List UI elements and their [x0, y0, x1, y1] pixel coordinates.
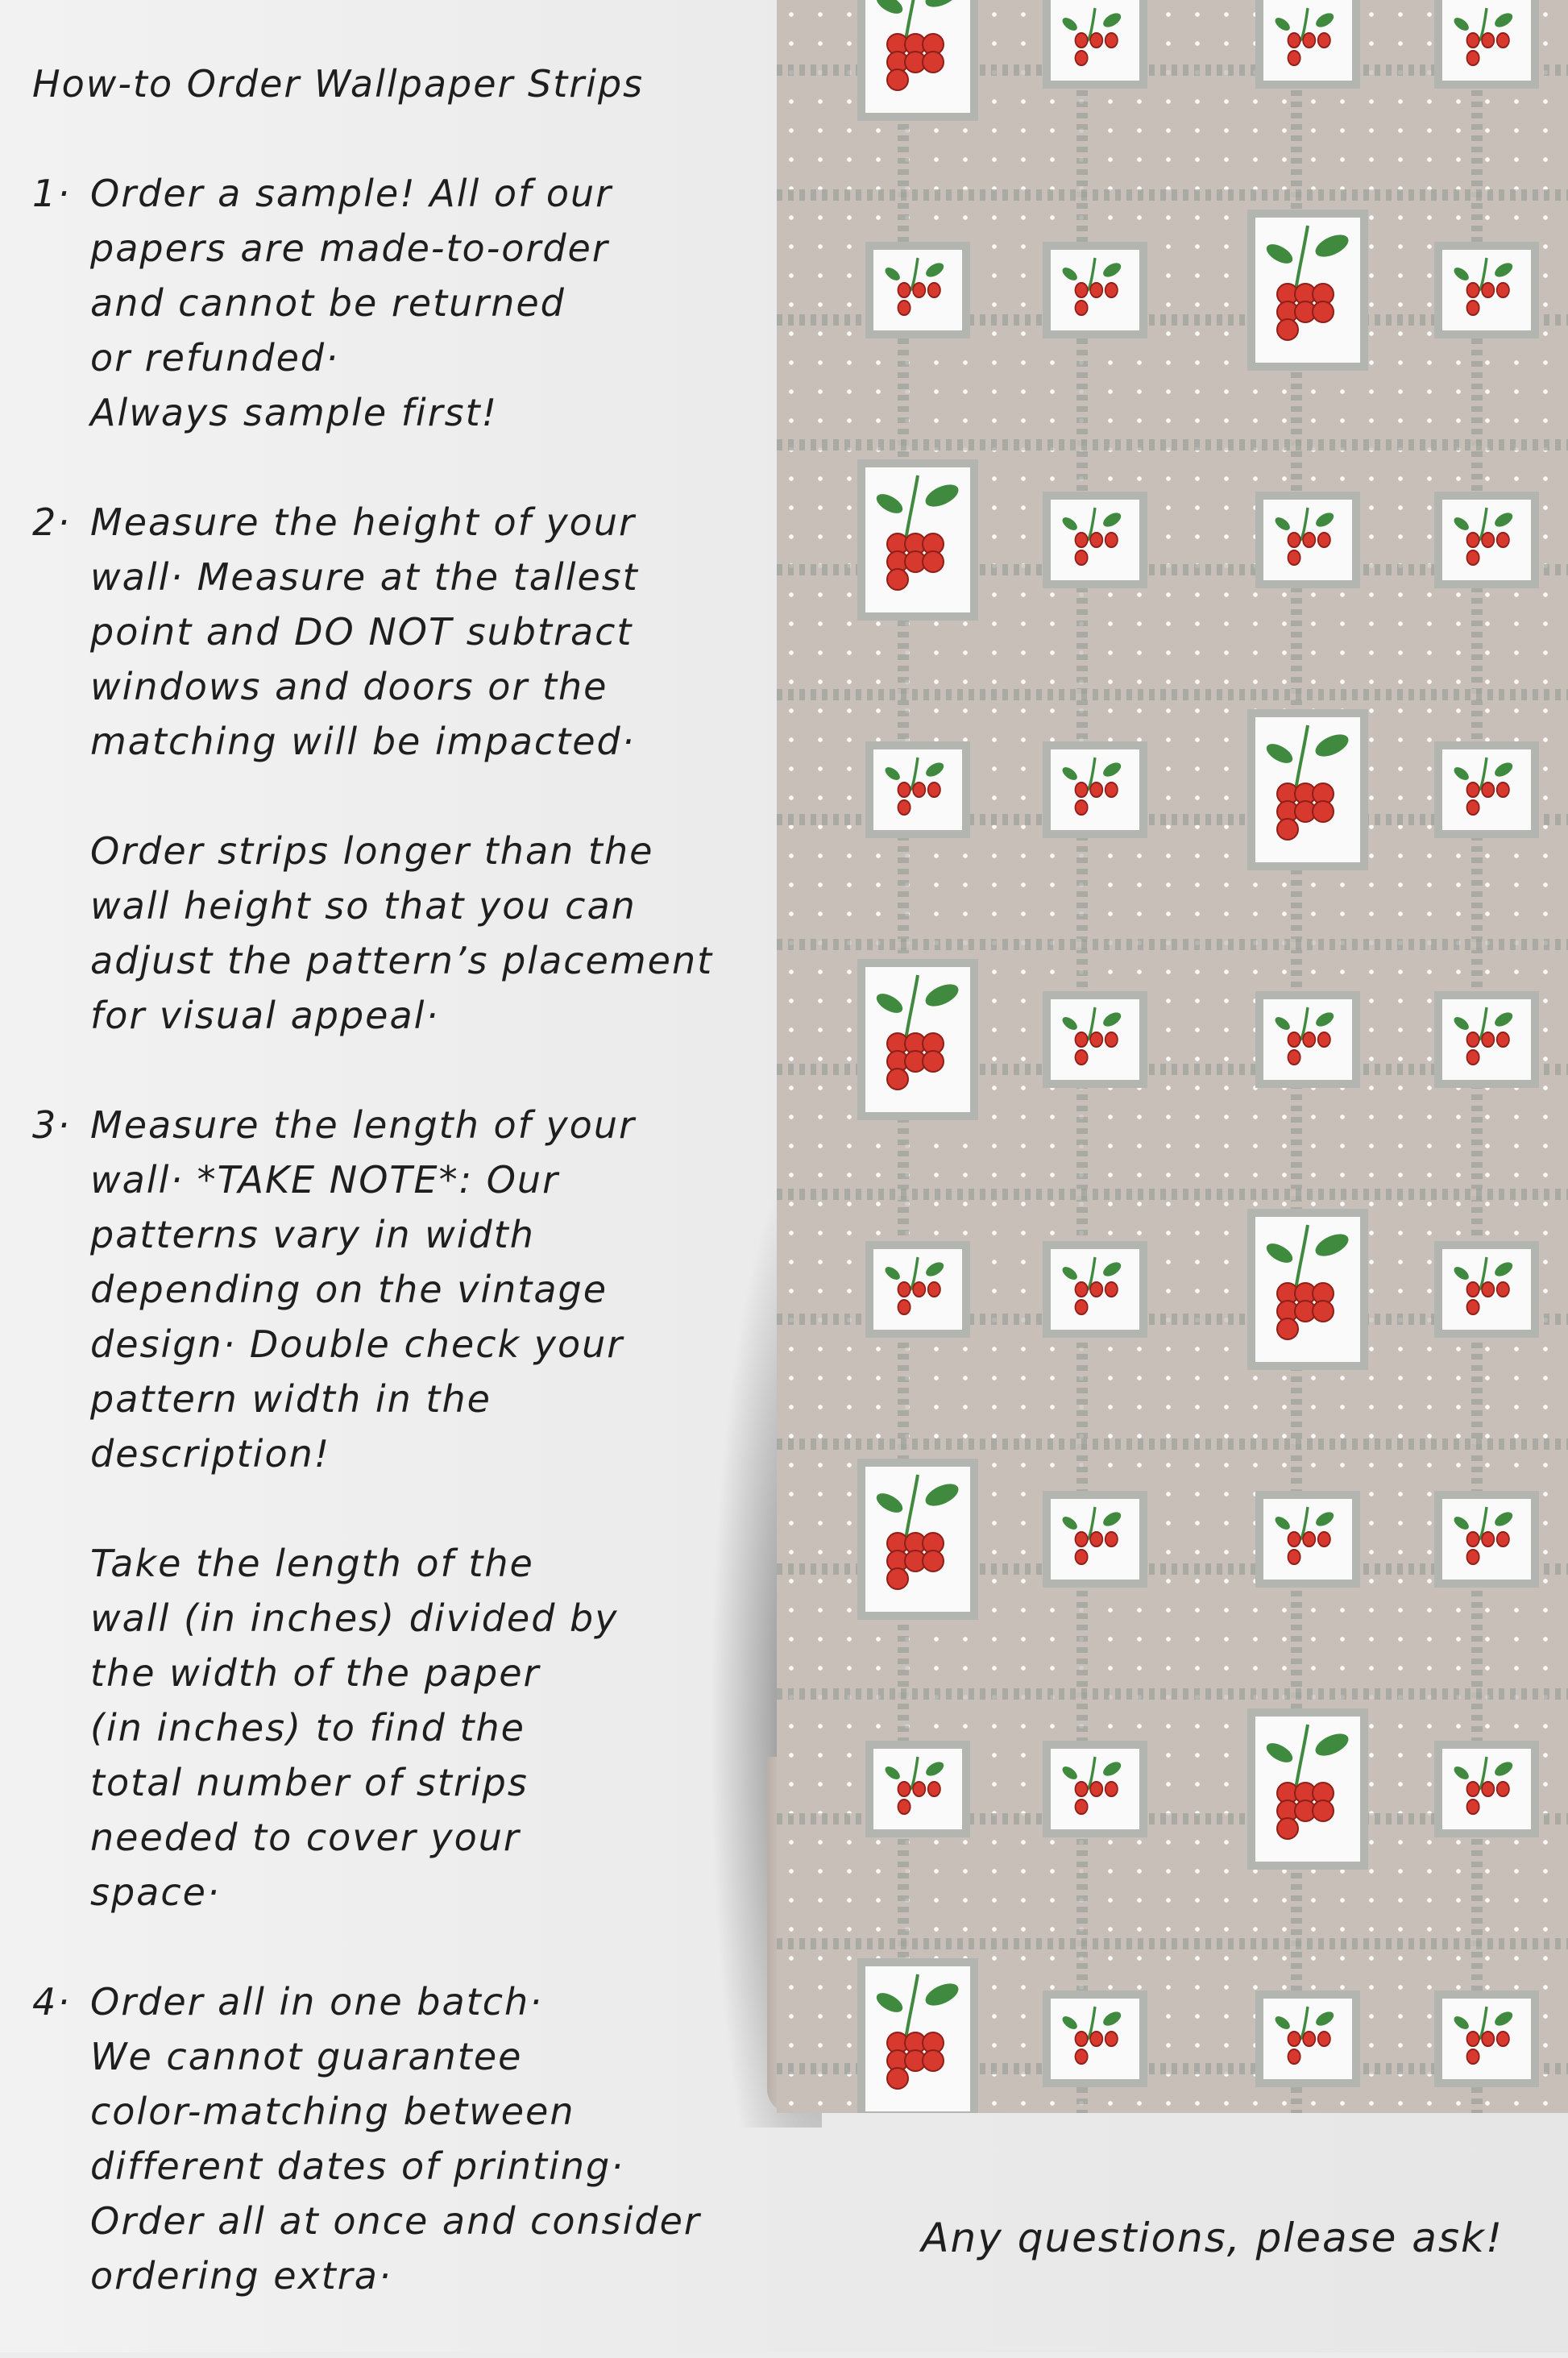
berry-tile: [1263, 500, 1352, 580]
berry-cluster-icon: [1051, 1499, 1139, 1580]
berry-tile: [1255, 717, 1360, 862]
berry-cluster-icon: [1442, 1249, 1531, 1330]
berry-cluster-icon: [1051, 0, 1139, 81]
step-number: 1·: [32, 172, 71, 215]
berry-cluster-icon: [1263, 500, 1352, 580]
berry-cluster-icon: [873, 1749, 962, 1829]
berry-cluster-icon: [1263, 999, 1352, 1080]
berry-cluster-icon: [865, 967, 970, 1112]
berry-cluster-icon: [1051, 250, 1139, 330]
grid-line: [777, 439, 1568, 450]
berry-cluster-icon: [1255, 1217, 1360, 1362]
berry-tile: [1263, 1499, 1352, 1580]
berry-cluster-icon: [865, 1467, 970, 1612]
berry-cluster-icon: [865, 467, 970, 612]
berry-tile: [1051, 749, 1139, 830]
berry-tile: [1442, 999, 1531, 1080]
berry-tile: [873, 250, 962, 330]
berry-cluster-icon: [873, 250, 962, 330]
berry-tile: [1051, 1749, 1139, 1829]
berry-tile: [1263, 0, 1352, 81]
step-paragraph: Take the length of the wall (in inches) divided by the width of the paper (in inches) to find the total number of strips needed to cover your space·: [90, 1542, 619, 1914]
step-paragraph: Measure the height of your wall· Measure at the tallest point and DO NOT subtract windows and doors or the matching will be impacted·: [90, 500, 639, 763]
berry-tile: [873, 1749, 962, 1829]
step-paragraph: Order a sample! All of our papers are made-to-order and cannot be returned or refunded· Always sample first!: [90, 172, 613, 434]
berry-cluster-icon: [1051, 999, 1139, 1080]
step-number: 2·: [32, 500, 71, 544]
step-paragraph: Order strips longer than the wall height so that you can adjust the pattern’s placement for visual appeal·: [90, 829, 714, 1037]
berry-cluster-icon: [1442, 250, 1531, 330]
berry-cluster-icon: [1442, 1749, 1531, 1829]
berry-tile: [1051, 1999, 1139, 2079]
step-body: [90, 495, 774, 1043]
berry-tile: [1263, 1999, 1352, 2079]
berry-cluster-icon: [1255, 1717, 1360, 1862]
berry-tile: [865, 1467, 970, 1612]
berry-tile: [1442, 0, 1531, 81]
berry-cluster-icon: [865, 1966, 970, 2111]
wallpaper-strip: [777, 0, 1568, 2113]
berry-cluster-icon: [1442, 1499, 1531, 1580]
berry-tile: [1051, 1249, 1139, 1330]
berry-tile: [1263, 999, 1352, 1080]
step-4: [32, 1974, 774, 2303]
berry-tile: [873, 749, 962, 830]
berry-tile: [873, 1249, 962, 1330]
footer-note: Any questions, please ask!: [921, 2215, 1504, 2261]
berry-tile: [1442, 250, 1531, 330]
berry-tile: [1442, 1499, 1531, 1580]
grid-line: [777, 1688, 1568, 1700]
berry-cluster-icon: [1442, 500, 1531, 580]
berry-tile: [865, 1966, 970, 2111]
berry-cluster-icon: [1255, 218, 1360, 363]
berry-tile: [1442, 1999, 1531, 2079]
berry-cluster-icon: [865, 0, 970, 113]
step-3: [32, 1098, 774, 1920]
step-2: [32, 495, 774, 1043]
step-body: [90, 166, 774, 440]
berry-cluster-icon: [1051, 749, 1139, 830]
grid-line: [777, 189, 1568, 201]
berry-cluster-icon: [1442, 0, 1531, 81]
berry-cluster-icon: [1051, 1999, 1139, 2079]
step-1: [32, 166, 774, 440]
step-body: [90, 1974, 774, 2303]
berry-cluster-icon: [1051, 500, 1139, 580]
page-title: How-to Order Wallpaper Strips: [32, 62, 645, 106]
berry-tile: [1442, 749, 1531, 830]
step-number: 3·: [32, 1103, 71, 1147]
berry-tile: [865, 967, 970, 1112]
berry-tile: [1442, 500, 1531, 580]
grid-line: [777, 1438, 1568, 1450]
berry-cluster-icon: [1263, 0, 1352, 81]
berry-cluster-icon: [1255, 717, 1360, 862]
grid-line: [777, 1938, 1568, 1949]
berry-cluster-icon: [873, 749, 962, 830]
step-paragraph: Order all in one batch· We cannot guarantee color-matching between different dates of printing· Order all at once and consider ordering extra·: [90, 1980, 701, 2298]
berry-cluster-icon: [1442, 1999, 1531, 2079]
grid-line: [777, 689, 1568, 700]
berry-tile: [1255, 1217, 1360, 1362]
berry-tile: [1442, 1249, 1531, 1330]
berry-tile: [1255, 218, 1360, 363]
instructions-panel: [32, 56, 774, 2358]
berry-cluster-icon: [1051, 1249, 1139, 1330]
berry-cluster-icon: [1442, 999, 1531, 1080]
berry-cluster-icon: [873, 1249, 962, 1330]
berry-tile: [1255, 1717, 1360, 1862]
berry-tile: [1051, 500, 1139, 580]
berry-tile: [1051, 1499, 1139, 1580]
berry-tile: [1051, 0, 1139, 81]
berry-tile: [1442, 1749, 1531, 1829]
berry-cluster-icon: [1442, 749, 1531, 830]
berry-tile: [865, 467, 970, 612]
grid-line: [777, 1189, 1568, 1200]
step-body: [90, 1098, 774, 1920]
berry-tile: [1051, 999, 1139, 1080]
grid-line: [777, 939, 1568, 950]
step-number: 4·: [32, 1980, 71, 2024]
step-paragraph: Measure the length of your wall· *TAKE NOTE*: Our patterns vary in width depending on the vintage design· Double check your pattern width in the description!: [90, 1103, 636, 1476]
berry-cluster-icon: [1263, 1499, 1352, 1580]
berry-tile: [1051, 250, 1139, 330]
berry-cluster-icon: [1051, 1749, 1139, 1829]
berry-tile: [865, 0, 970, 113]
berry-cluster-icon: [1263, 1999, 1352, 2079]
